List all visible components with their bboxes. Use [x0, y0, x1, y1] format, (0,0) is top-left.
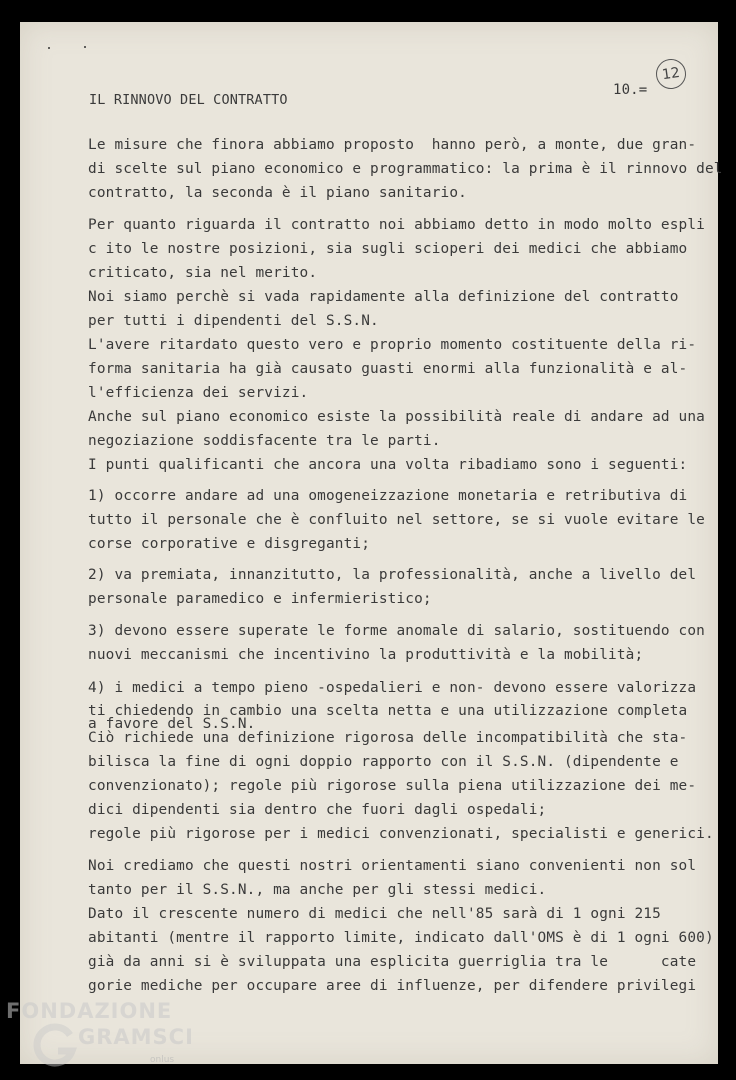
text-line: c ito le nostre posizioni, sia sugli scioperi dei medici che abbiamo	[88, 241, 688, 257]
text-line: Ciò richiede una definizione rigorosa delle incompatibilità che sta-	[88, 730, 688, 746]
text-line: corse corporative e disgreganti;	[88, 536, 371, 552]
text-line: convenzionato); regole più rigorose sulla piena utilizzazione dei me-	[88, 778, 697, 794]
text-line: Per quanto riguarda il contratto noi abbiamo detto in modo molto espli	[88, 217, 705, 233]
text-line: bilisca la fine di ogni doppio rapporto con il S.S.N. (dipendente e	[88, 754, 679, 770]
gramsci-logo-icon	[30, 1021, 80, 1071]
text-line: tutto il personale che è confluito nel settore, se si vuole evitare le	[88, 512, 705, 528]
text-line: l'efficienza dei servizi.	[88, 385, 309, 401]
text-line: per tutti i dipendenti del S.S.N.	[88, 313, 379, 329]
text-line: dici dipendenti sia dentro che fuori dagli ospedali;	[88, 802, 547, 818]
text-line: a favore del S.S.N.	[88, 716, 256, 732]
paper-specks	[48, 47, 98, 51]
text-line: abitanti (mentre il rapporto limite, indicato dall'OMS è di 1 ogni 600)	[88, 930, 714, 946]
text-line: 1) occorre andare ad una omogeneizzazione monetaria e retributiva di	[88, 488, 688, 504]
text-line: Le misure che finora abbiamo proposto hanno però, a monte, due gran-	[88, 137, 697, 153]
watermark-line1: FONDAZIONE	[6, 999, 173, 1023]
watermark-onlus: onlus	[150, 1055, 175, 1065]
text-line: personale paramedico e infermieristico;	[88, 591, 432, 607]
text-line: nuovi meccanismi che incentivino la produttività e la mobilità;	[88, 647, 644, 663]
text-line: 4) i medici a tempo pieno -ospedalieri e non- devono essere valorizza	[88, 680, 697, 696]
text-line: già da anni si è sviluppata una esplicita guerriglia tra le cate	[88, 954, 697, 970]
text-line: regole più rigorose per i medici convenzionati, specialisti e generici.	[88, 826, 714, 842]
text-line: forma sanitaria ha già causato guasti enormi alla funzionalità e al-	[88, 361, 688, 377]
text-line: I punti qualificanti che ancora una volta ribadiamo sono i seguenti:	[88, 457, 688, 473]
text-line: Noi siamo perchè si vada rapidamente alla definizione del contratto	[88, 289, 679, 305]
document-page	[20, 22, 723, 1064]
page-folio: 10.=	[613, 82, 648, 98]
watermark-line2: GRAMSCI	[78, 1025, 194, 1049]
text-line: contratto, la seconda è il piano sanitario.	[88, 185, 467, 201]
archive-number-stamp: 12	[654, 57, 688, 91]
speck	[48, 47, 50, 49]
fondazione-gramsci-watermark	[0, 995, 194, 1080]
document-title: IL RINNOVO DEL CONTRATTO	[89, 92, 288, 108]
text-line: Anche sul piano economico esiste la possibilità reale di andare ad una	[88, 409, 705, 425]
text-line: 2) va premiata, innanzitutto, la professionalità, anche a livello del	[88, 567, 697, 583]
text-line: criticato, sia nel merito.	[88, 265, 318, 281]
speck	[84, 46, 86, 48]
text-line: ti chiedendo in cambio una scelta netta e una utilizzazione completa	[88, 703, 688, 719]
text-line: tanto per il S.S.N., ma anche per gli stessi medici.	[88, 882, 547, 898]
text-line: Dato il crescente numero di medici che nell'85 sarà di 1 ogni 215	[88, 906, 661, 922]
text-line: L'avere ritardato questo vero e proprio momento costituente della ri-	[88, 337, 697, 353]
text-line: Noi crediamo che questi nostri orientamenti siano convenienti non sol	[88, 858, 697, 874]
text-line: di scelte sul piano economico e programmatico: la prima è il rinnovo del	[88, 161, 723, 177]
text-line: negoziazione soddisfacente tra le parti.	[88, 433, 441, 449]
text-line: 3) devono essere superate le forme anomale di salario, sostituendo con	[88, 623, 705, 639]
text-line: gorie mediche per occupare aree di influenze, per difendere privilegi	[88, 978, 697, 994]
